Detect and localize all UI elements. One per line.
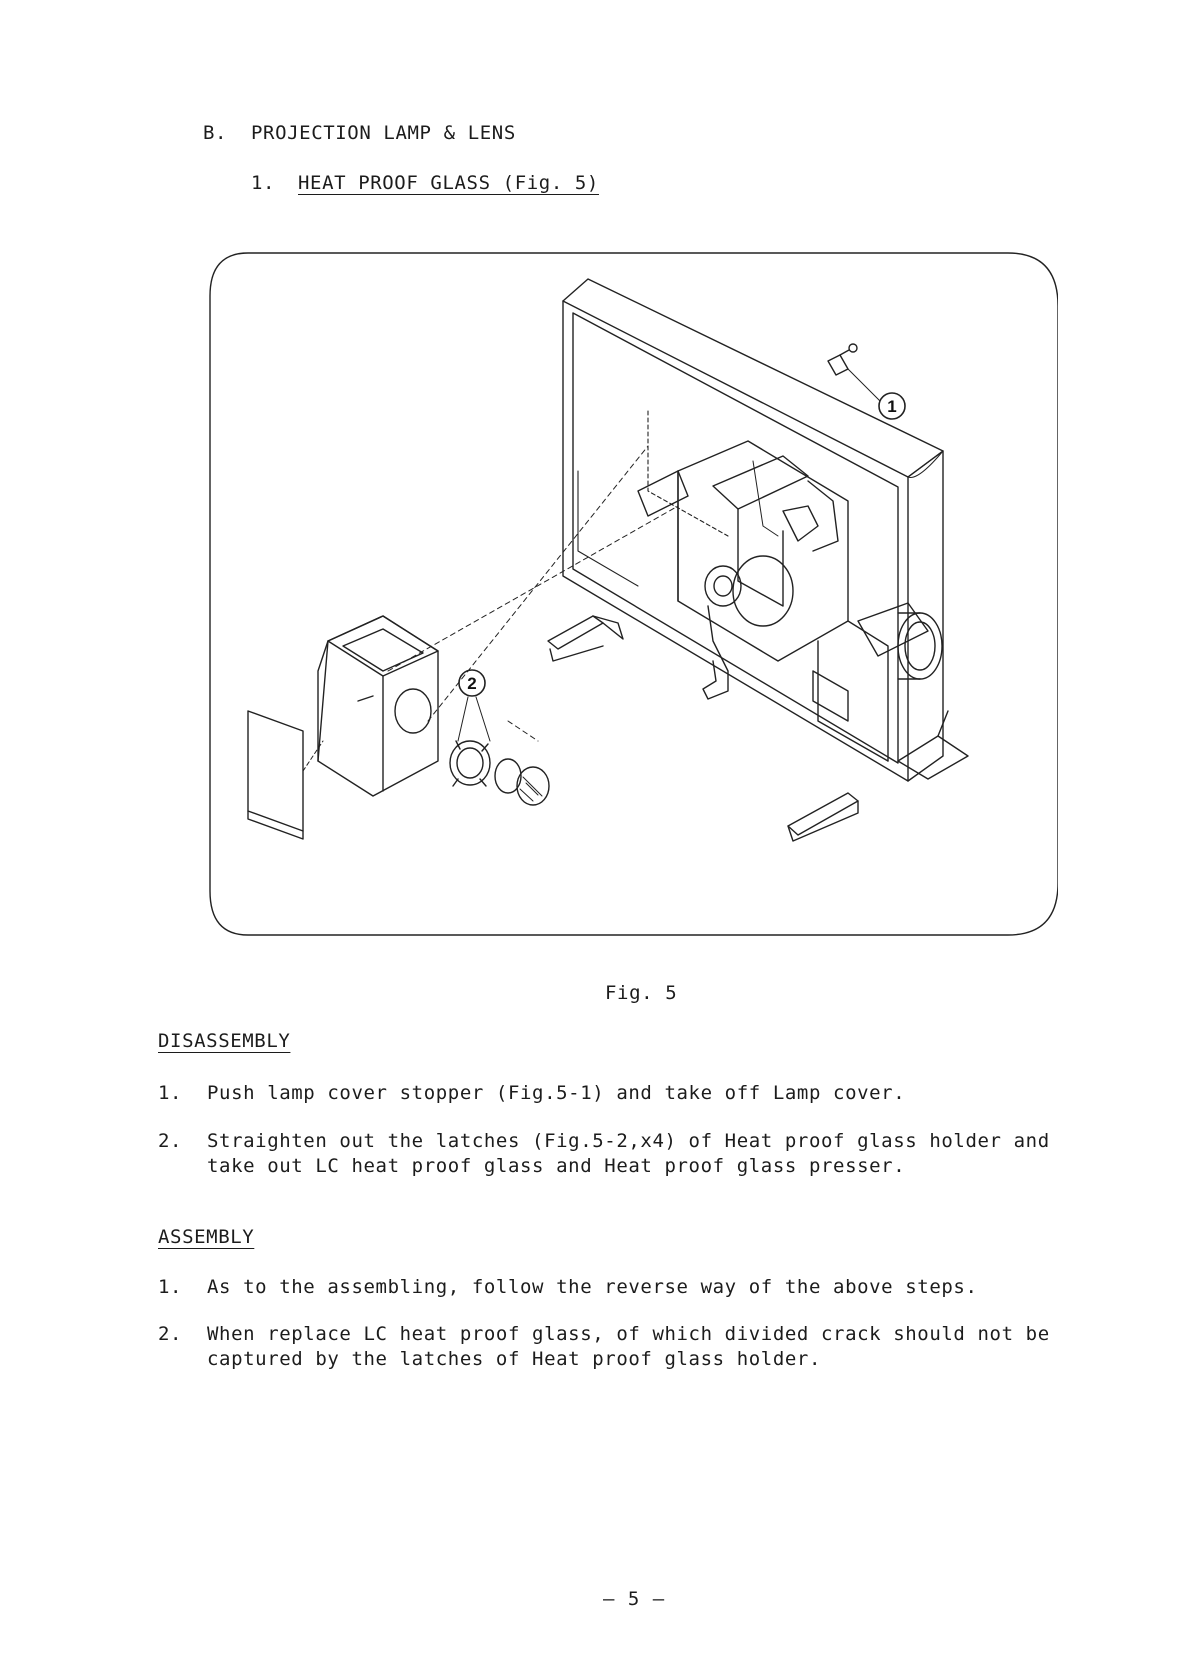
subsection-title: HEAT PROOF GLASS (Fig. 5): [298, 172, 599, 194]
page-number: — 5 —: [603, 1588, 666, 1610]
step-number: 2.: [158, 1323, 183, 1345]
disassembly-heading: DISASSEMBLY: [158, 1030, 291, 1052]
section-title: PROJECTION LAMP & LENS: [251, 122, 516, 144]
figure-5-illustration: [208, 251, 1058, 937]
callout-1-label: 1: [887, 397, 897, 416]
exploded-view-drawing: [208, 251, 1058, 937]
figure-border: [210, 253, 1058, 935]
step-text: Straighten out the latches (Fig.5-2,x4) of Heat proof glass holder and: [207, 1130, 1050, 1152]
section-letter: B.: [203, 122, 228, 144]
callout-2-label: 2: [467, 674, 477, 693]
step-number: 2.: [158, 1130, 183, 1152]
step-text: Push lamp cover stopper (Fig.5-1) and take off Lamp cover.: [207, 1082, 906, 1104]
step-number: 1.: [158, 1276, 183, 1298]
step-text: As to the assembling, follow the reverse way of the above steps.: [207, 1276, 978, 1298]
subsection-number: 1.: [251, 172, 276, 194]
figure-caption: Fig. 5: [605, 982, 678, 1004]
step-text: When replace LC heat proof glass, of which divided crack should not be: [207, 1323, 1050, 1345]
assembly-heading: ASSEMBLY: [158, 1226, 255, 1248]
step-text-continued: take out LC heat proof glass and Heat proof glass presser.: [207, 1155, 906, 1177]
step-text-continued: captured by the latches of Heat proof glass holder.: [207, 1348, 821, 1370]
step-number: 1.: [158, 1082, 183, 1104]
